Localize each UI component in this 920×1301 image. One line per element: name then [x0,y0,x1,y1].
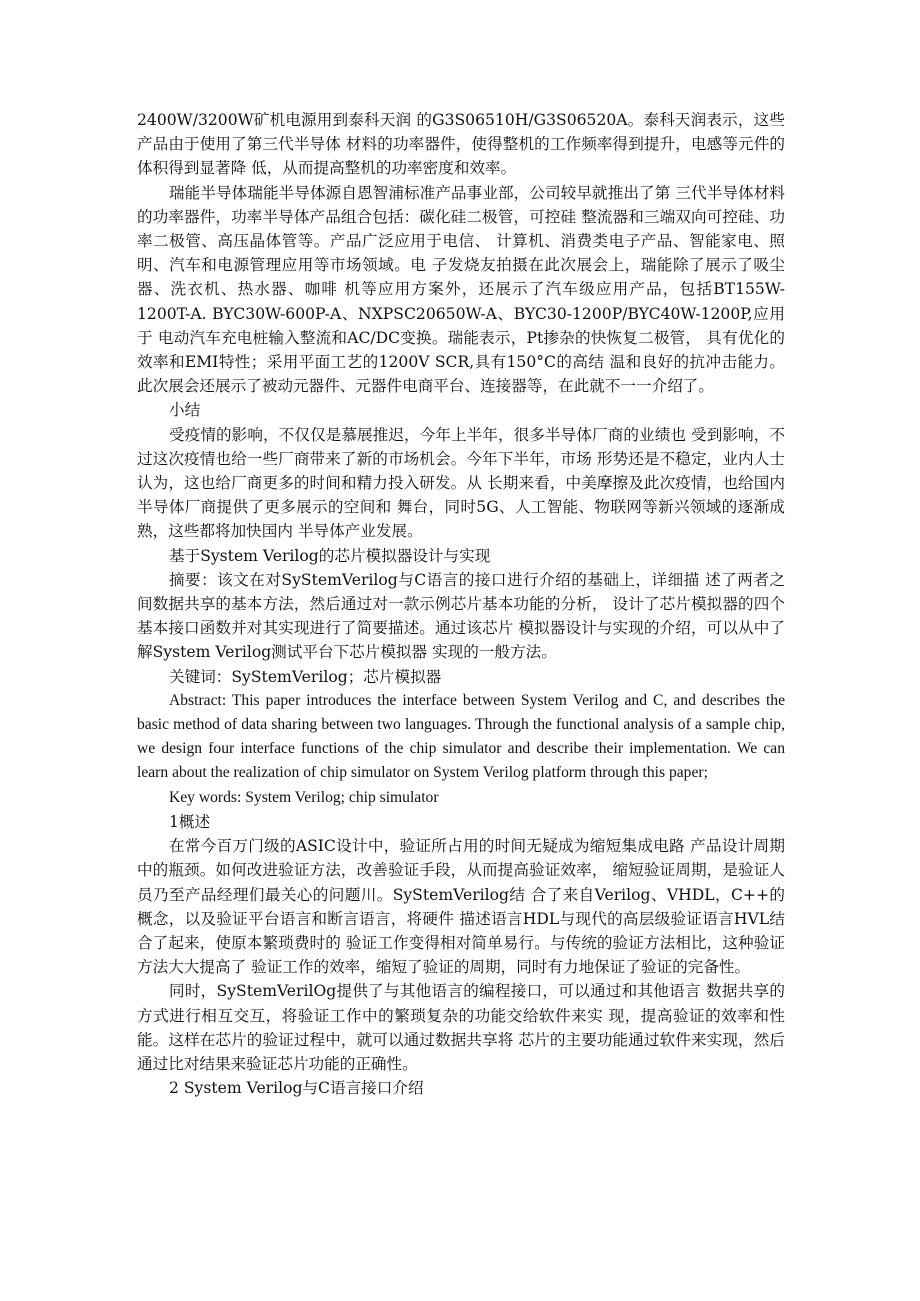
paragraph-overview-1: 在常今百万门级的ASIC设计中，验证所占用的时间无疑成为缩短集成电路 产品设计周期中的瓶颈。如何改进验证方法，改善验证手段，从而提高验证效率， 缩短验证周期，是验证人员乃至产品经理们最关心的问题川。SyStemVerilog结 合了来自Verilog、VHDL，C++的概念，以及验证平台语言和断言语言，将硬件 描述语言HDL与现代的高层级验证语言HVL结合了起来，使原本繁琐费时的 验证工作变得相对简单易行。与传统的验证方法相比，这种验证方法大大提高了 验证工作的效率，缩短了验证的周期，同时有力地保证了验证的完备性。 [137,837,785,977]
article-title: 基于System Verilog的芯片模拟器设计与实现 [169,546,491,565]
paragraph-summary: 受疫情的影响，不仅仅是慕展推迟，今年上半年，很多半导体厂商的业绩也 受到影响，不过这次疫情也给一些厂商带来了新的市场机会。今年下半年，市场 形势还是不稳定，业内人士认为，这也给厂商更多的时间和精力投入研发。从 长期来看，中美摩擦及此次疫情，也给国内半导体厂商提供了更多展示的空间和 舞台，同时5G、人工智能、物联网等新兴领域的逐渐成熟，这些都将加快国内 半导体产业发展。 [137,425,785,541]
summary-heading: 小结 [169,401,201,420]
paragraph-overview-2: 同时，SyStemVerilOg提供了与其他语言的编程接口，可以通过和其他语言 数据共享的方式进行相互交互，将验证工作中的繁琐复杂的功能交给软件来实 现，提高验证的效率和性能。这样在芯片的验证过程中，就可以通过数据共享将 芯片的主要功能通过软件来实现，然后通过比对结果来验证芯片功能的正确性。 [137,982,785,1073]
keywords-cn: 关键词：SyStemVerilog；芯片模拟器 [169,667,442,686]
section-heading-interface: 2 System Verilog与C语言接口介绍 [169,1079,424,1098]
paragraph-intro-continued: 2400W/3200W矿机电源用到泰科天润 的G3S06510H/G3S06520A。泰科天润表示，这些产品由于使用了第三代半导体 材料的功率器件，使得整机的工作频率得到提升，电感等元件的体积得到显著降 低，从而提高整机的功率密度和效率。 [137,111,785,178]
keywords-en: Key words: System Verilog; chip simulator [169,788,439,806]
abstract-cn: 摘要：该文在对SyStemVerilog与C语言的接口进行介绍的基础上，详细描 述了两者之间数据共享的基本方法，然后通过对一款示例芯片基本功能的分析， 设计了芯片模拟器的四个基本接口函数并对其实现进行了简要描述。通过该芯片 模拟器设计与实现的介绍，可以从中了解System Verilog测试平台下芯片模拟器 实现的一般方法。 [137,570,785,662]
section-heading-overview: 1概述 [169,812,211,831]
paragraph-runeng: 瑞能半导体瑞能半导体源自恩智浦标准产品事业部，公司较早就推出了第 三代半导体材料的功率器件，功率半导体产品组合包括：碳化硅二极管，可控硅 整流器和三端双向可控硅、功率二极管、高压晶体管等。产品广泛应用于电信、 计算机、消费类电子产品、智能家电、照明、汽车和电源管理应用等市场领域。电 子发烧友拍摄在此次展会上，瑞能除了展示了吸尘器、洗衣机、热水器、咖啡 机等应用方案外，还展示了汽车级应用产品，包括BT155W-1200T-A. BYC30W-600P-A、NXPSC20650W-A、BYC30-1200P/BYC40W-1200P,应用于 电动汽车充电桩输入整流和AC/DC变换。瑞能表示，Pt掺杂的快恢复二极管， 具有优化的效率和EMI特性；采用平面工艺的1200V SCR,具有150°C的高结 温和良好的抗冲击能力。此次展会还展示了被动元器件、元器件电商平台、连接器等，在此就不一一介绍了。 [137,183,785,396]
abstract-en: Abstract: This paper introduces the interface between System Verilog and C, and describes the basic method of data sharing between two languages. Through the functional analysis of a sample chip, we design four interface functions of the chip simulator and describe their implementation. We can learn about the realization of chip simulator on System Verilog platform through this paper; [137,691,785,782]
document-page [137,108,785,1100]
